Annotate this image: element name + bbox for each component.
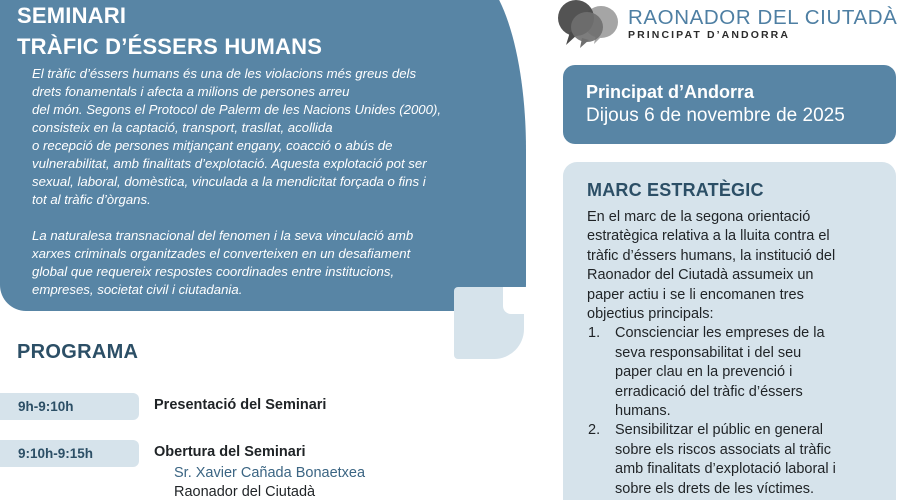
text-line: Sensibilitzar el públic en general <box>615 422 823 439</box>
text-line: global que requereix respostes coordinades entre institucions, <box>32 264 395 279</box>
text-line: sobre els riscos associats al tràfic <box>615 441 831 458</box>
slot-time-badge: 9h-9:10h <box>0 393 139 420</box>
text-line: sobre els drets de les víctimes. <box>615 480 815 497</box>
text-line: consisteix en la captació, transport, trasllat, acollida <box>32 120 333 135</box>
programa-slot <box>0 393 540 433</box>
objective-item <box>587 324 896 421</box>
seminar-description <box>32 65 502 317</box>
text-line: o recepció de persones mitjançant engany, coacció o abús de <box>32 138 393 153</box>
text-line: El tràfic d’éssers humans és una de les violacions més greus dels <box>32 66 417 81</box>
text-line: sexual, laboral, domèstica, vinculada a la mendicitat forçada o fins i <box>32 174 426 189</box>
programa-heading: PROGRAMA <box>17 341 139 363</box>
event-place: Principat d’Andorra <box>586 82 755 102</box>
text-line: amb finalitats d’explotació laboral i <box>615 461 836 478</box>
text-line: del món. Segons el Protocol de Palerm de les Nacions Unides (2000), <box>32 102 442 117</box>
text-line: vulnerabilitat, amb finalitats d’explotació. Aquesta explotació pot ser <box>32 156 427 171</box>
description-paragraph-1 <box>32 65 502 209</box>
text-line: estratègica relativa a la lluita contra el <box>587 228 830 245</box>
text-line: La naturalesa transnacional del fenomen i la seva vinculació amb <box>32 228 414 243</box>
marc-heading: MARC ESTRATÈGIC <box>587 180 764 200</box>
slot-speaker-role: Raonador del Ciutadà <box>174 484 316 500</box>
event-date-box <box>563 65 896 144</box>
marc-intro <box>587 208 896 324</box>
slot-time-badge: 9:10h-9:15h <box>0 440 139 467</box>
text-line: xarxes criminals organitzades el converteixen en un desafiament <box>32 246 411 261</box>
text-line: paper actiu i se li encomanen tres <box>587 286 804 303</box>
programa-slot <box>0 440 540 500</box>
seminar-title-line1: SEMINARI <box>17 3 127 28</box>
objectives-list <box>587 324 896 499</box>
marc-estrategic-box <box>563 162 896 500</box>
objective-item <box>587 421 896 499</box>
text-line: Conscienciar les empreses de la <box>615 325 825 342</box>
text-line: seva responsabilitat i del seu <box>615 344 802 361</box>
text-line: erradicació del tràfic d’éssers <box>615 383 803 400</box>
seminar-title-line2: TRÀFIC D’ÉSSERS HUMANS <box>17 34 323 59</box>
slot-title: Obertura del Seminari <box>154 444 306 460</box>
raonador-logo <box>556 0 896 50</box>
logo-subtitle: PRINCIPAT D’ANDORRA <box>628 29 791 41</box>
event-date: Dijous 6 de novembre de 2025 <box>586 105 845 126</box>
objective-number: 1. <box>588 325 601 342</box>
text-line: paper clau en la prevenció i <box>615 364 793 381</box>
description-paragraph-2 <box>32 227 502 299</box>
text-line: humans. <box>615 403 671 420</box>
text-line: Raonador del Ciutadà assumeix un <box>587 267 814 284</box>
text-line: empreses, societat civil i ciutadania. <box>32 282 243 297</box>
text-line: En el marc de la segona orientació <box>587 209 811 225</box>
seminar-title <box>17 0 322 62</box>
slot-speaker: Sr. Xavier Cañada Bonaetxea <box>174 465 366 481</box>
text-line: tot al tràfic d’òrgans. <box>32 192 151 207</box>
text-line: tràfic d’éssers humans, la institució del <box>587 247 836 264</box>
objective-number: 2. <box>588 422 601 439</box>
logo-name: RAONADOR DEL CIUTADÀ <box>628 6 898 29</box>
text-line: objectius principals: <box>587 306 714 323</box>
text-line: drets fonamentals i afecta a milions de persones arreu <box>32 84 350 99</box>
decorative-notch <box>503 287 527 314</box>
speech-bubbles-icon <box>556 0 622 50</box>
slot-title: Presentació del Seminari <box>154 397 327 413</box>
